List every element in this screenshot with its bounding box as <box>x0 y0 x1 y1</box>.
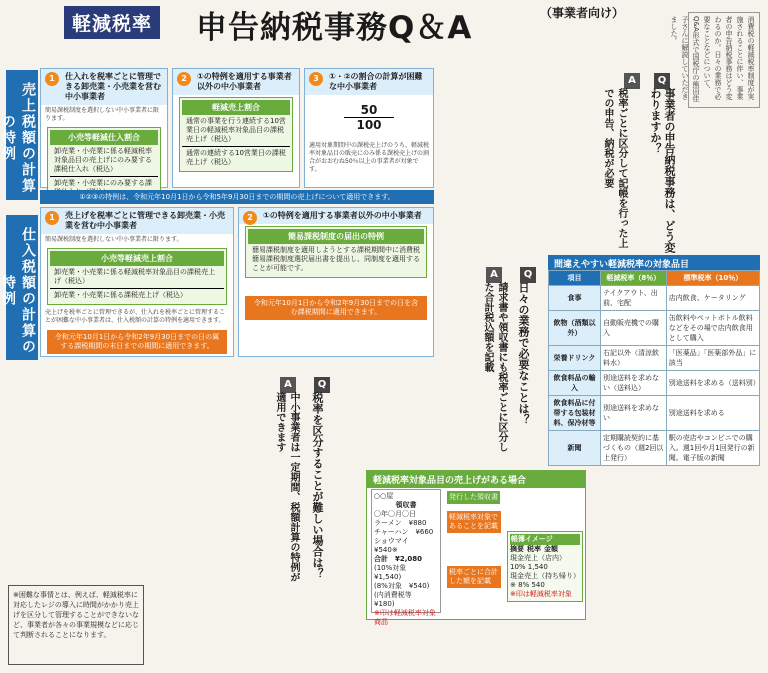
sales-formula-1: 小売等軽減仕入割合 卸売業・小売業に係る軽減税率対象品目の売上げにのみ要する課税仕入れ（税込） 卸売業・小売業にのみ要する課 <box>47 127 161 202</box>
sales-col-2: 2 ①の特例を適用する事業者以外の中小事業者 軽減売上割合 通常の事業を行う連続する10営業日の軽減税率対象品目の課税売上げ（税込） 通常の連続する10営業日の課税売上げ（税込） <box>172 68 300 188</box>
purchase-footer-2: 令和元年10月1日から令和2年9月30日までの日を含む課税期間に適用できます。 <box>245 296 427 320</box>
sales-col-3: 3 ①・②の割合の計算が困難な中小事業者 50 100 適用対象期間中の課税売上げのうち、軽減税率対象品目の販売にのみ係る課税売上げの割合がおおむね50％以上の事業者が対象です。 <box>304 68 434 188</box>
receipt-figure <box>366 470 586 626</box>
callout-issued: 発行した領収書 <box>447 491 500 504</box>
lead-text: 消費税の軽減税率制度が実施されることに伴い、事業者の申告納税事務はどう変わるのか。日々の業務で必要なことなどについて、Q&A形式で国税庁の熊田佳子さんに解説していただきました。 <box>688 12 760 108</box>
purchase-section <box>40 207 435 357</box>
title-bar <box>0 0 768 50</box>
callout-total: 税率ごとに合計した額を記載 <box>447 566 501 588</box>
qa-3: Q A 税率を区分することが難しい場合は？ 中小事業者は一定期間、税額計算の特例が適用できます <box>266 372 338 582</box>
purchase-section-band: 仕入税額の計算の特例 <box>6 215 38 360</box>
ledger-image: 帳簿イメージ 摘要 税率 金額 現金売上（店内） 10% 1,540 現金売上（持ち帰り）※ 8% 540 ※印は軽減税率対象 <box>507 531 583 602</box>
sales-section <box>40 68 435 203</box>
ledger-row: 現金売上（持ち帰り）※ 8% 540 <box>510 572 580 589</box>
table-row: 食事 テイクアウト、出前、宅配 店内飲食、ケータリング <box>549 286 760 311</box>
qa-2-question: 日々の業務で必要なことは？ <box>517 282 530 425</box>
table-row: 飲食料品の輸入 別途送料を求めない（送料込） 別途送料を求める（送料別） <box>549 371 760 396</box>
purchase-col-2: 2 ①の特例を適用する事業者以外の中小事業者 簡易課税制度の届出の特例 簡易課税制度を適用しようとする課税期間中に消費税簡易課税制度選択届出書を提出し、同制度を適用することが可能です。 令和元年10月1日から令和2年9月30日までの日を含む課税期間に適用できます。 <box>238 207 434 357</box>
sales-footer: ①②③の特例は、令和元年10月1日から令和5年9月30日までの期間の売上げについて適用できます。 <box>40 190 434 204</box>
a-badge: A <box>624 73 640 89</box>
page-title: 申告納税事務Q＆A <box>196 10 473 46</box>
qa-2-answer: 請求書や領収書にも税率ごとに区分した合計税込額を記載 <box>482 282 507 452</box>
items-table-title: 間違えやすい軽減税率の対象品目 <box>548 255 760 272</box>
ledger-row: 現金売上（店内） 10% 1,540 <box>510 554 566 571</box>
purchase-footer-1: 令和元年10月1日から令和2年9月30日までの日の属する課税期間の末日までの期間に適用できます。 <box>47 330 227 354</box>
purchase-box-2: 簡易課税制度の届出の特例 簡易課税制度を適用しようとする課税期間中に消費税簡易課税制度選択届出書を提出し、同制度を適用することが可能です。 <box>245 226 427 278</box>
fraction-50-100: 50 100 <box>305 103 433 132</box>
footnote: ※困難な事情とは、例えば、軽減税率に対応したレジの導入に時間がかかり売上げを区分して管理することができないなど、事業者が各々の事業規模などに応じて判断されることになります。 <box>8 585 144 665</box>
callout-reduced: 軽減税率対象であることを記載 <box>447 511 501 533</box>
qa-2: Q A 日々の業務で必要なことは？ 請求書や領収書にも税率ごとに区分した合計税込額を記載 <box>476 262 542 452</box>
qa-1 <box>596 68 676 253</box>
q-badge: Q <box>654 73 670 89</box>
header-tag: 軽減税率 <box>64 6 160 39</box>
purchase-formula-1: 小売等軽減売上割合 卸売業・小売業に係る軽減税率対象品目の課税売上げ（税込） 卸売業・小売業に係る課税売上げ（税込） <box>47 248 227 305</box>
items-table <box>548 270 760 466</box>
table-row: 飲食料品に付帯する包装材料、保冷材等 別途送料を求めない 別途送料を求める <box>549 396 760 431</box>
sales-section-band: 売上税額の計算の特例 <box>6 70 38 200</box>
table-header-row: 項目 軽減税率（8％） 標準税率（10％） <box>549 271 760 286</box>
qa-1-question: 事業者の申告納税事務は、どう変わりますか？ <box>649 88 676 253</box>
table-row: 飲物（酒類以外） 自動販売機での購入 缶飲料やペットボトル飲料などをその場で店内飲食用として購入 <box>549 311 760 346</box>
table-row: 栄養ドリンク 右記以外（清涼飲料水） 「医薬品」「医薬部外品」に該当 <box>549 346 760 371</box>
purchase-col-1: 1 売上げを税率ごとに管理できる卸売業・小売業を営む中小事業者 簡易課税制度を選択しない中小事業者に限ります。 小売等軽減売上割合 卸売業・小売業に係る軽減税率対象品目の課税売上げ（税込） 卸売業・小売業に係る課税売上げ（税込） 売上げを税率ごとに管理できるが、仕入れを税率ごとに管理することが困難な中小事業者は、仕入税額の計算の特例を適用できます。 令和元年10月1日から令和2年9月30日までの日の属する課税期間の末日までの期間に適用できます。 <box>40 207 234 357</box>
sales-formula-2: 軽減売上割合 通常の事業を行う連続する10営業日の軽減税率対象品目の課税売上げ（税込） 通常の連続する10営業日の課税売上げ（税込） <box>179 97 293 172</box>
qa-3-answer: 中小事業者は一定期間、税額計算の特例が適用できます <box>274 392 299 582</box>
receipt: ○○屋 領収書 〇年〇月〇日 ラーメン ¥880 チャーハン ¥660 ショウマイ ¥540※ 合計 ¥2,080 (10%対象 ¥1,540) (8%対象 ¥540) (内消費税等 ¥180) ※印は軽減税率対象商品 <box>371 489 441 613</box>
qa-3-question: 税率を区分することが難しい場合は？ <box>311 392 324 579</box>
page-subtitle: （事業者向け） <box>540 6 625 20</box>
receipt-figure-title: 軽減税率対象品目の売上げがある場合 <box>367 471 585 488</box>
sales-col-1: 1 仕入れを税率ごとに管理できる卸売業・小売業を営む中小事業者 簡易課税制度を選択しない中小事業者に限ります。 小売等軽減仕入割合 卸売業・小売業に係る軽減税率対象品目の売上げにのみ要する課税仕入れ（税込） 卸売業・小売業にのみ要する課 <box>40 68 168 188</box>
qa-1-body <box>440 68 590 253</box>
qa-1-answer: 税率ごとに区分して記帳を行った上での申告、納税が必要 <box>602 88 627 248</box>
table-row: 新聞 定期購読契約に基づくもの（週2回以上発行） 駅の売店やコンビニでの購入。週1回や月1回発行の新聞。電子版の新聞 <box>549 431 760 466</box>
